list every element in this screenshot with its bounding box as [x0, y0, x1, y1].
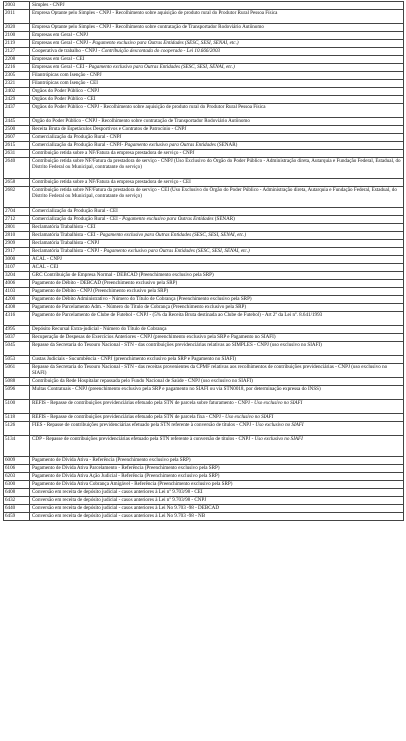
description-text: Conversão em receita de depósito judicial - casos anteriores à Lei nº 9.703/98 - CEI: [32, 489, 203, 495]
description-cell: [30, 64, 404, 72]
table-row: [4, 400, 404, 414]
description-text: Órgãos do Poder Público - CNPJ: [32, 88, 100, 94]
description-text: Empresas em Geral - CNPJ -: [32, 40, 93, 46]
description-cell: [30, 505, 404, 513]
description-italic-note: Pagamento exclusivo para Outras Entidades: [124, 142, 216, 148]
code-cell: 2216: [4, 64, 30, 72]
description-cell: [30, 334, 404, 342]
description-text: Pagamento de Débito - CNPJ (Preenchimento exclusivo pela SRP): [32, 288, 169, 294]
description-cell: [30, 489, 404, 497]
code-cell: 5118: [4, 414, 30, 422]
code-cell: 2810: [4, 232, 30, 240]
code-cell: 4006: [4, 280, 30, 288]
description-italic-note: Uso exclusivo no SIAFI: [255, 422, 304, 428]
description-cell: [30, 513, 404, 521]
code-cell: 2119: [4, 40, 30, 48]
description-italic-note: Uso exclusivo no SIAFI: [225, 414, 274, 420]
description-cell: [30, 436, 404, 457]
table-row: [4, 505, 404, 513]
table-row: [4, 240, 404, 248]
payment-codes-table: [3, 1, 404, 521]
codes-table-container: [3, 1, 403, 521]
description-cell: [30, 56, 404, 64]
table-row: [4, 216, 404, 224]
table-row: [4, 118, 404, 126]
table-row: [4, 224, 404, 232]
description-cell: [30, 422, 404, 436]
description-text: Comercialização da Produção Rural - CEI: [32, 208, 118, 214]
description-text: ACAL - CNPJ: [32, 256, 62, 262]
table-row: [4, 513, 404, 521]
description-cell: [30, 158, 404, 179]
code-cell: 2631: [4, 150, 30, 158]
code-cell: 5096: [4, 386, 30, 400]
table-row: [4, 158, 404, 179]
code-cell: 3204: [4, 272, 30, 280]
code-cell: 2704: [4, 208, 30, 216]
description-text: Empresas em Geral - CNPJ: [32, 32, 89, 38]
table-row: [4, 481, 404, 489]
description-text: Comercialização da Produção Rural - CNPJ-: [32, 142, 125, 148]
description-cell: [30, 264, 404, 272]
description-text: Recuperação de Despesas de Exercícios Anteriores - CNPJ (preenchimento exclusivo pela SRP e Pagamento no SIAFI): [32, 334, 276, 340]
description-italic-note: Pagamento exclusivo para Outras Entidades (SESC, SESI, SENAI, etc.): [103, 248, 250, 254]
description-cell: [30, 272, 404, 280]
description-text: Comercialização da Produção Rural - CEI -: [32, 216, 123, 222]
table-row: [4, 422, 404, 436]
description-cell: [30, 208, 404, 216]
table-row: [4, 24, 404, 32]
description-cell: [30, 150, 404, 158]
table-row: [4, 126, 404, 134]
table-row: [4, 272, 404, 280]
description-text: Repasse da Secretaria do Tesouro Nacional - STN - das receitas provenientes da CPMF relativas aos recolhimentos de contribuições previdenciárias - CNPJ (uso exclusivo no SIAFI): [32, 364, 388, 376]
code-cell: 2607: [4, 134, 30, 142]
description-text: Contribuição da Rede Hospitalar repassada pelo Fundo Nacional de Saúde - CNPJ (uso exclusivo no SIAFI): [32, 378, 253, 384]
table-row: [4, 288, 404, 296]
description-text: CDP - Repasse de contribuições previdenciárias efetuado pela STN referente à conversão de títulos - CNPJ -: [32, 436, 255, 442]
table-row: [4, 64, 404, 72]
description-cell: [30, 248, 404, 256]
description-text: Comercialização da Produção Rural - CNPJ: [32, 134, 122, 140]
description-cell: [30, 240, 404, 248]
description-cell: [30, 481, 404, 489]
description-cell: [30, 296, 404, 304]
description-cell: [30, 280, 404, 288]
code-cell: 2305: [4, 72, 30, 80]
description-text: Órgão do Poder Público - CNPJ - Recolhimento sobre contratação de Transportador Rodoviário Autônomo: [32, 118, 250, 124]
description-text: Filantrópicas com Isenção - CNPJ: [32, 72, 102, 78]
code-cell: 5126: [4, 422, 30, 436]
description-text: Multas Contratuais - CNPJ (preenchimento exclusivo pela SRP e pagamento no SIAFI ou via STN0018, por determinação expressa do INSS): [32, 386, 321, 392]
description-cell: [30, 288, 404, 296]
code-cell: 5088: [4, 378, 30, 386]
description-text: Pagamento de Dívida Ativa Cobrança Amigável - Referência (Preenchimento exclusivo pela SRP): [32, 481, 233, 487]
description-cell: [30, 104, 404, 118]
description-italic-note: Contribuição descontada do cooperado - Lei 10.666/2003: [101, 48, 221, 54]
table-row: [4, 179, 404, 187]
code-cell: 6459: [4, 513, 30, 521]
table-row: [4, 32, 404, 40]
description-text: Conversão em receita de depósito judicial - casos anteriores à Lei nº 9.703/98 - CNPJ: [32, 497, 207, 503]
description-text: REFIS - Repasse de contribuições previdenciárias efetuado pela STN de parcela fixa - CNPJ -: [32, 414, 226, 420]
code-cell: 4995: [4, 326, 30, 334]
description-text: Pagamento de Dívida Ativa Parcelamento - Referência (Preenchimento exclusivo pela SRP): [32, 465, 220, 471]
description-cell: [30, 88, 404, 96]
description-cell: [30, 312, 404, 326]
table-row: [4, 414, 404, 422]
description-text: Órgãos do Poder Público - CEI: [32, 96, 96, 102]
description-cell: [30, 142, 404, 150]
table-row: [4, 326, 404, 334]
description-cell: [30, 32, 404, 40]
description-text: Conversão em receita de depósito judicial - casos anteriores à Lei No 9.703 -98 - DEBCAD: [32, 505, 219, 511]
description-cell: [30, 48, 404, 56]
description-text: Pagamento de Dívida Ativa Ação Judicial - Referência (Preenchimento exclusivo pela SRP): [32, 473, 220, 479]
code-cell: 2712: [4, 216, 30, 224]
description-cell: [30, 24, 404, 32]
description-cell: [30, 414, 404, 422]
description-cell: [30, 465, 404, 473]
description-cell: [30, 72, 404, 80]
code-cell: 2658: [4, 179, 30, 187]
code-cell: 2640: [4, 158, 30, 179]
code-cell: 2100: [4, 32, 30, 40]
description-cell: [30, 256, 404, 264]
description-text: Pagamento de Débito - DEBCAD (Preenchimento exclusivo pela SRP): [32, 280, 178, 286]
code-cell: 2909: [4, 240, 30, 248]
description-text: Reclamatória Trabalhista - CNPJ: [32, 240, 100, 246]
table-row: [4, 356, 404, 364]
description-italic-note: Pagamento exclusivo para Outras Entidades (SESC, SESI, SENAI, etc.): [99, 232, 247, 238]
table-row: [4, 386, 404, 400]
description-text: Contribuição retida sobre NF/Fatura da prestadora de serviço - CNPJ (Uso Exclusivo do Órgão do Poder Público - Administração direta, Autarquia e Fundação Federal, Estadual, do Distrito Federal ou Municipal, contratante do serviço): [32, 158, 401, 170]
code-cell: 6300: [4, 481, 30, 489]
description-text: Receita Bruta de Espetáculos Desportivos e Contratos de Patrocínio - CNPJ: [32, 126, 187, 132]
description-text: Repasse da Secretaria do Tesouro Nacional - STN - das contribuições previdenciárias relativas ao SIMPLES - CNPJ (uso exclusivo no SIAFI): [32, 342, 322, 348]
description-italic-note: Pagamento exclusivo para Outras Entidades (SESC, SESI, SENAI, etc.): [88, 64, 235, 70]
code-cell: 5061: [4, 364, 30, 378]
description-text: Contribuição retida sobre a NF/Fatura da empresa prestadora de serviço - CEI: [32, 179, 191, 185]
description-text: Contribuição retida sobre a NF/Fatura da empresa prestadora de serviço - CNPJ: [32, 150, 195, 156]
code-cell: 2020: [4, 24, 30, 32]
code-cell: 2402: [4, 88, 30, 96]
code-cell: 2003: [4, 2, 30, 10]
description-text: Reclamatória Trabalhista - CEI -: [32, 232, 100, 238]
table-row: [4, 134, 404, 142]
code-cell: 5134: [4, 436, 30, 457]
code-cell: 5045: [4, 342, 30, 356]
table-row: [4, 150, 404, 158]
table-row: [4, 104, 404, 118]
description-text: Pagamento de Parcelamento de Clube de Futebol - CNPJ - (5% da Receita Bruta destinada ao Clube de Futebol) - Art 2º da Lei nº. 8.641/1993: [32, 312, 323, 318]
code-cell: 4103: [4, 288, 30, 296]
description-text: Simples - CNPJ: [32, 2, 65, 8]
code-cell: 3107: [4, 264, 30, 272]
description-text: Reclamatória Trabalhista - CEI: [32, 224, 96, 230]
description-text: Pagamento de Dívida Ativa - Referência (Preenchimento exclusivo pela SRP): [32, 457, 191, 463]
table-row: [4, 489, 404, 497]
table-row: [4, 334, 404, 342]
table-row: [4, 465, 404, 473]
payment-codes-body: [4, 2, 404, 521]
description-text: Empresa Optante pelo Simples - CNPJ - Recolhimento sobre contratação de Transportador Rodoviário Autônomo: [32, 24, 264, 30]
code-cell: 2445: [4, 118, 30, 126]
description-italic-note: Pagamento exclusivo para Outras Entidades: [122, 216, 214, 222]
code-cell: 2437: [4, 104, 30, 118]
description-cell: [30, 187, 404, 208]
description-cell: [30, 304, 404, 312]
description-text: FIES - Repasse de contribuições previdenciárias efetuado pela STN referente à conversão de títulos - CNPJ -: [32, 422, 256, 428]
description-cell: [30, 10, 404, 24]
table-row: [4, 2, 404, 10]
table-row: [4, 88, 404, 96]
description-cell: [30, 400, 404, 414]
code-cell: 4200: [4, 296, 30, 304]
table-row: [4, 187, 404, 208]
description-cell: [30, 457, 404, 465]
description-text: Depósito Recursal Extra-judicial - Número do Título de Cobrança: [32, 326, 167, 332]
description-cell: [30, 378, 404, 386]
description-cell: [30, 497, 404, 505]
table-row: [4, 378, 404, 386]
code-cell: 2011: [4, 10, 30, 24]
table-row: [4, 96, 404, 104]
table-row: [4, 208, 404, 216]
table-row: [4, 48, 404, 56]
code-cell: 2321: [4, 80, 30, 88]
code-cell: 6009: [4, 457, 30, 465]
description-text: Órgãos do Poder Público - CNPJ - Recolhimento sobre aquisição de produto rural do Produtor Rural Pessoa Física: [32, 104, 266, 110]
code-cell: 2127: [4, 48, 30, 56]
code-cell: 5053: [4, 356, 30, 364]
code-cell: 6203: [4, 473, 30, 481]
code-cell: 2615: [4, 142, 30, 150]
description-cell: [30, 386, 404, 400]
code-cell: 5037: [4, 334, 30, 342]
description-text: Reclamatória Trabalhista - CNPJ -: [32, 248, 104, 254]
code-cell: 2208: [4, 56, 30, 64]
table-row: [4, 80, 404, 88]
code-cell: 2801: [4, 224, 30, 232]
table-row: [4, 436, 404, 457]
description-text: Empresa Optante pelo Simples - CNPJ - Recolhimento sobre aquisição de produto rural do Produtor Rural Pessoa Física: [32, 10, 278, 16]
table-row: [4, 304, 404, 312]
code-cell: 2429: [4, 96, 30, 104]
description-cell: [30, 342, 404, 356]
description-tail: (SENAR): [215, 142, 238, 148]
description-cell: [30, 80, 404, 88]
table-row: [4, 312, 404, 326]
description-cell: [30, 224, 404, 232]
table-row: [4, 40, 404, 48]
table-row: [4, 457, 404, 465]
code-cell: 3000: [4, 256, 30, 264]
table-row: [4, 256, 404, 264]
code-cell: 2917: [4, 248, 30, 256]
description-cell: [30, 134, 404, 142]
code-cell: 6440: [4, 505, 30, 513]
description-cell: [30, 356, 404, 364]
description-cell: [30, 216, 404, 224]
table-row: [4, 296, 404, 304]
description-cell: [30, 473, 404, 481]
description-text: GRC Contribuição de Empresa Normal - DEBCAD (Preenchimento exclusivo pela SRP): [32, 272, 214, 278]
code-cell: 4308: [4, 304, 30, 312]
description-cell: [30, 364, 404, 378]
description-cell: [30, 96, 404, 104]
description-text: Filantrópicas com Isenção - CEI: [32, 80, 98, 86]
table-row: [4, 473, 404, 481]
table-row: [4, 248, 404, 256]
description-text: REFIS - Repasse de contribuições previdenciárias efetuado pela STN de parcela sobre faturamento - CNPJ -: [32, 400, 255, 406]
table-row: [4, 497, 404, 505]
table-row: [4, 342, 404, 356]
code-cell: 5100: [4, 400, 30, 414]
description-text: Custas Judiciais - Sucumbência - CNPJ (preenchimento exclusivo pela SRP e Pagamento no SIAFI): [32, 356, 236, 362]
description-italic-note: Pagamento exclusivo para Outras Entidades (SESC, SESI, SENAI, etc.): [92, 40, 239, 46]
description-italic-note: Uso exclusivo no SIAFI: [254, 400, 303, 406]
code-cell: 6106: [4, 465, 30, 473]
description-text: Cooperativa de trabalho - CNPJ -: [32, 48, 102, 54]
description-cell: [30, 126, 404, 134]
description-text: ACAL - CEI: [32, 264, 59, 270]
description-text: Pagamento de Débito Administrativo - Número do Título de Cobrança (Preenchimento exclusivo pela SRP): [32, 296, 252, 302]
description-cell: [30, 40, 404, 48]
table-row: [4, 364, 404, 378]
description-cell: [30, 2, 404, 10]
description-text: Conversão em receita de depósito judicial - casos anteriores à Lei No 9.703 -98 - NB: [32, 513, 206, 519]
code-cell: 2500: [4, 126, 30, 134]
code-cell: 2682: [4, 187, 30, 208]
description-cell: [30, 232, 404, 240]
code-cell: 6432: [4, 497, 30, 505]
table-row: [4, 56, 404, 64]
code-cell: 4316: [4, 312, 30, 326]
table-row: [4, 72, 404, 80]
table-row: [4, 264, 404, 272]
table-row: [4, 10, 404, 24]
description-italic-note: Uso exclusivo no SIAFI: [254, 436, 303, 442]
description-text: Contribuição retida sobre NF/Fatura da prestadora de serviço - CEI (Uso Exclusivo do Órgão do Poder Público - Administração direta, Autarquia e Fundação Federal, Estadual, do Distrito Federal ou Municipal, contratante do serviço): [32, 187, 397, 199]
table-row: [4, 280, 404, 288]
table-row: [4, 232, 404, 240]
description-tail: (SENAR): [213, 216, 235, 222]
description-text: Empresas em Geral - CEI: [32, 56, 85, 62]
description-text: Empresas em Geral - CEI -: [32, 64, 89, 70]
description-cell: [30, 179, 404, 187]
code-cell: 6408: [4, 489, 30, 497]
description-cell: [30, 326, 404, 334]
table-row: [4, 142, 404, 150]
description-cell: [30, 118, 404, 126]
description-text: Pagamento de Parcelamento Adm. - Número do Título de Cobrança (Preenchimento exclusivo pela SRP): [32, 304, 247, 310]
